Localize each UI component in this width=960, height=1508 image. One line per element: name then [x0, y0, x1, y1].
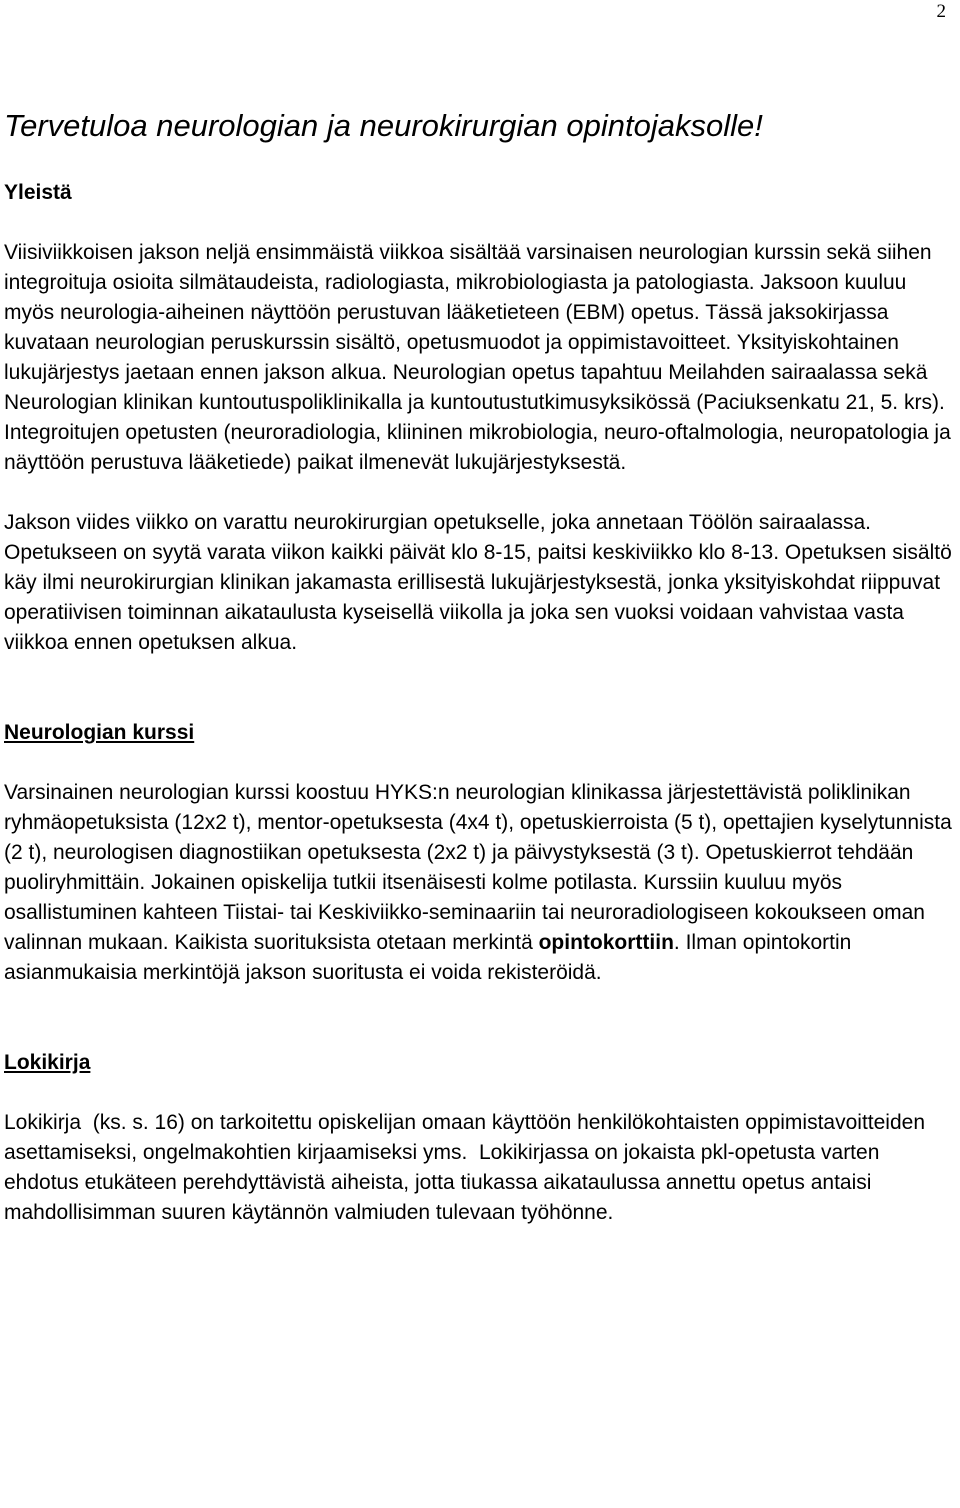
- document-body: [4, 106, 954, 1228]
- kurssi-text-part-1: Varsinainen neurologian kurssi koostuu HYKS:n neurologian klinikassa järjestettävistä poliklinikan ryhmäopetuksista (12x2 t), mentor-opetuksesta (4x4 t), opetuskierroista (5 t), opettajien kyselytunnista (2 t), neurologisen diagnostiikan opetuksesta (2x2 t) ja päivystyksestä (3 t). Opetuskierrot tehdään puoliryhmittäin. Jokainen opiskelija tutkii itsenäisesti kolme potilasta. Kurssiin kuuluu myös osallistuminen kahteen Tiistai- tai Keskiviikko-seminaariin tai neuroradiologiseen kokoukseen oman valinnan mukaan. Kaikista suorituksista otetaan merkintä: [4, 781, 952, 954]
- page-number: 2: [936, 1, 946, 22]
- section-heading-lokikirja: Lokikirja: [4, 1051, 91, 1074]
- kurssi-text-part-2: . Ilman opintokortin asianmukaisia merkintöjä jakson suoritusta ei voida rekisteröidä.: [4, 931, 852, 984]
- paragraph-yleista-1: Viisiviikkoisen jakson neljä ensimmäistä viikkoa sisältää varsinaisen neurologian kurssin sekä siihen integroituja osioita silmätaudeista, radiologiasta, mikrobiologiasta ja patologiasta. Jaksoon kuuluu myös neurologia-aiheinen näyttöön perustuvan lääketieteen (EBM) opetus. Tässä jaksokirjassa kuvataan neurologian peruskurssin sisältö, opetusmuodot ja oppimistavoitteet. Yksityiskohtainen lukujärjestys jaetaan ennen jakson alkua. Neurologian opetus tapahtuu Meilahden sairaalassa sekä Neurologian klinikan kuntoutuspoliklinikalla ja kuntoutustutkimusyksikössä (Paciuksenkatu 21, 5. krs). Integroitujen opetusten (neuroradiologia, kliininen mikrobiologia, neuro-oftalmologia, neuropatologia ja näyttöön perustuva lääketiede) paikat ilmenevät lukujärjestyksestä.: [4, 241, 951, 474]
- section-heading-yleista: Yleistä: [4, 181, 72, 204]
- page-title: Tervetuloa neurologian ja neurokirurgian opintojaksolle!: [4, 108, 763, 143]
- section-heading-neurologian-kurssi: Neurologian kurssi: [4, 721, 195, 744]
- kurssi-bold-term: opintokorttiin: [538, 931, 674, 954]
- paragraph-lokikirja: Lokikirja (ks. s. 16) on tarkoitettu opiskelijan omaan käyttöön henkilökohtaisten oppimistavoitteiden asettamiseksi, ongelmakohtien kirjaamiseksi yms. Lokikirjassa on jokaista pkl-opetusta varten ehdotus etukäteen perehdyttävistä aiheista, jotta tiukassa aikataulussa annettu opetus antaisi mahdollisimman suuren käytännön valmiuden tulevaan työhönne.: [4, 1111, 931, 1224]
- paragraph-yleista-2: Jakson viides viikko on varattu neurokirurgian opetukselle, joka annetaan Töölön sairaalassa. Opetukseen on syytä varata viikon kaikki päivät klo 8-15, paitsi keskiviikko klo 8-13. Opetuksen sisältö käy ilmi neurokirurgian klinikan jakamasta erillisestä lukujärjestyksestä, jonka yksityiskohdat riippuvat operatiivisen toiminnan aikataulusta kyseisellä viikolla ja joka sen vuoksi voidaan vahvistaa vasta viikkoa ennen opetuksen alkua.: [4, 511, 952, 654]
- paragraph-neurologian-kurssi: [4, 778, 954, 988]
